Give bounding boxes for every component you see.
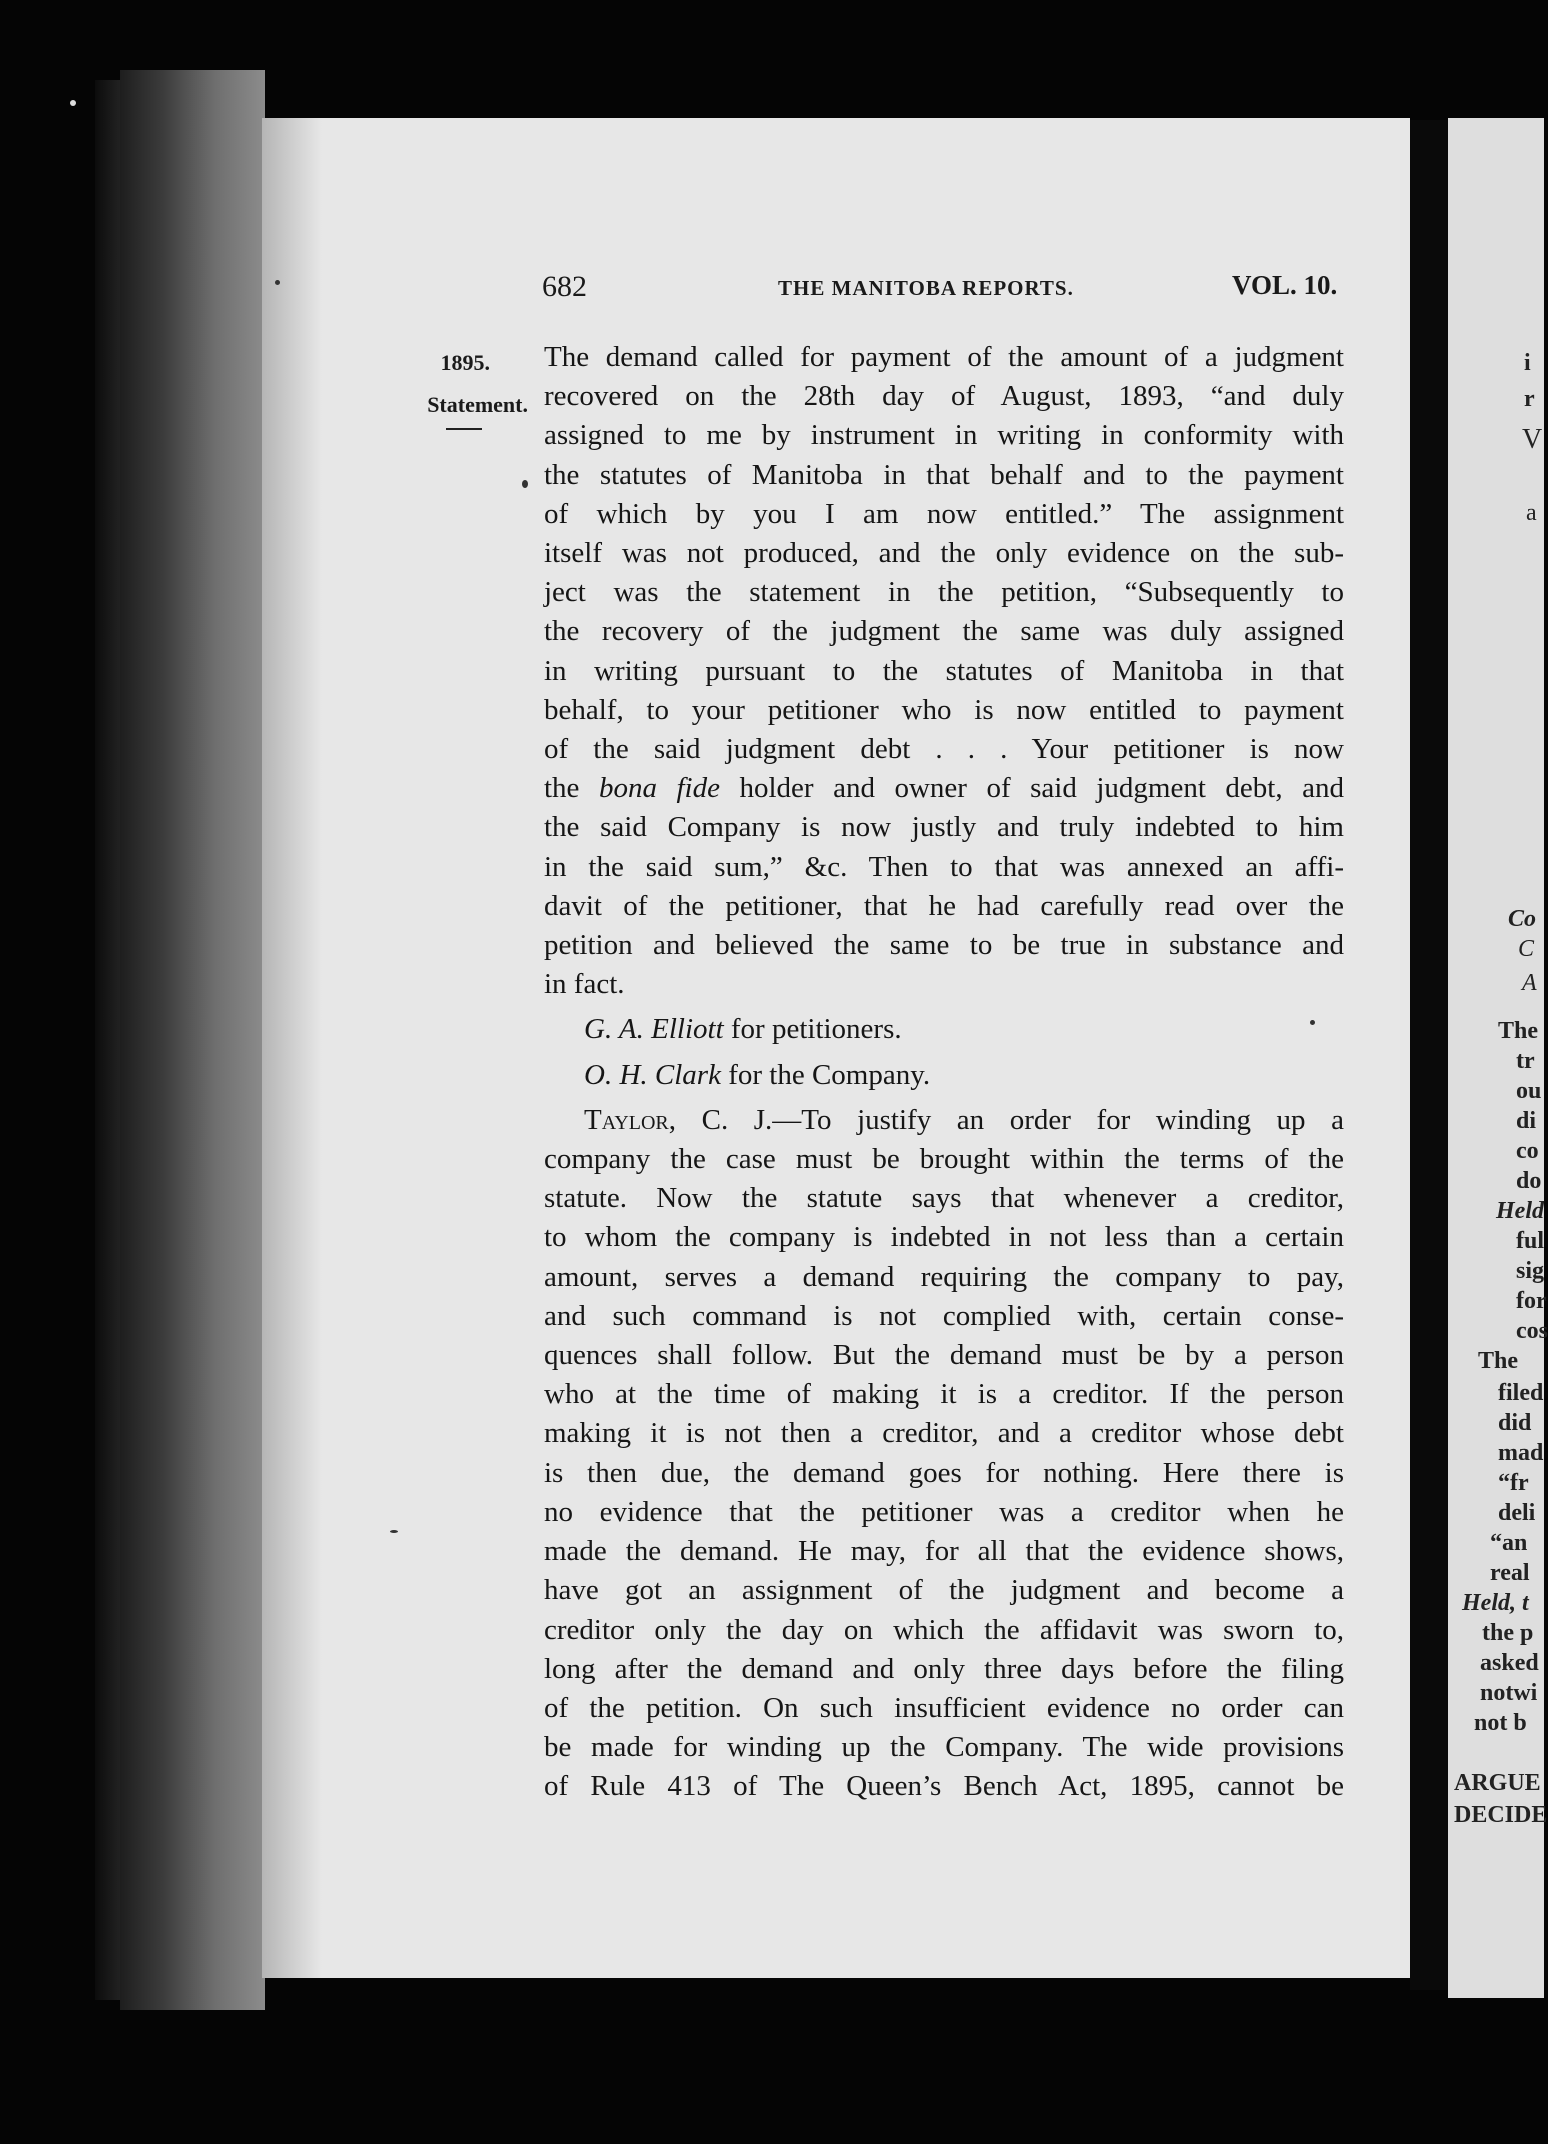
margin-statement: Statement. [427, 392, 528, 417]
rp-fragment: ARGUE [1454, 1770, 1541, 1796]
text-line: be made for winding up the Company. The wide provisions [544, 1731, 1344, 1764]
text-line: O. H. Clark for the Company. [584, 1058, 931, 1091]
text-line: in the said sum,” &c. Then to that was annexed an affi- [544, 850, 1344, 883]
page-shadow [262, 118, 322, 1978]
rp-fragment: Held [1496, 1198, 1544, 1224]
text-line: davit of the petitioner, that he had carefully read over the [544, 889, 1344, 922]
margin-rule [446, 428, 482, 430]
rp-fragment: tr [1516, 1048, 1535, 1074]
text-line: of the said judgment debt . . . Your petitioner is now [544, 733, 1344, 766]
text-line: The demand called for payment of the amount of a judgment [544, 341, 1344, 373]
rp-fragment: for [1516, 1288, 1547, 1314]
text-line: behalf, to your petitioner who is now entitled to payment [544, 693, 1344, 726]
rp-fragment: the p [1482, 1620, 1534, 1646]
rp-fragment: co [1516, 1138, 1539, 1164]
text-line: itself was not produced, and the only evidence on the sub- [544, 537, 1344, 570]
page-number: 682 [542, 270, 587, 303]
text-line: and such command is not complied with, certain conse- [544, 1299, 1344, 1332]
rp-fragment: di [1516, 1108, 1537, 1134]
rp-fragment: A [1522, 970, 1537, 996]
rp-fragment: mad [1498, 1440, 1544, 1466]
text-line: recovered on the 28th day of August, 1893, “and duly [544, 380, 1344, 413]
rp-fragment: C [1518, 936, 1535, 962]
text-line: no evidence that the petitioner was a creditor when he [544, 1495, 1344, 1528]
rp-fragment: i [1524, 350, 1531, 376]
rp-fragment: ou [1516, 1078, 1542, 1104]
rp-fragment: a [1526, 500, 1537, 526]
rp-fragment: “an [1490, 1530, 1528, 1556]
text-line: creditor only the day on which the affidavit was sworn to, [544, 1613, 1344, 1646]
text-line: statute. Now the statute says that whenever a creditor, [544, 1182, 1344, 1215]
rp-fragment: cos [1516, 1318, 1548, 1344]
speck [390, 1530, 398, 1533]
rp-fragment: do [1516, 1168, 1542, 1194]
speck [1310, 1020, 1315, 1025]
text-line: the said Company is now justly and truly indebted to him [544, 811, 1344, 844]
text-line: Taylor, C. J.—To justify an order for winding up a [584, 1103, 1344, 1136]
text-line: the recovery of the judgment the same was duly assigned [544, 615, 1344, 648]
text-line: assigned to me by instrument in writing in conformity with [544, 419, 1344, 452]
rp-fragment: The [1478, 1348, 1519, 1374]
right-page-fragment [1448, 118, 1548, 1998]
rp-fragment: filed [1498, 1380, 1544, 1406]
rp-fragment: DECIDE [1454, 1802, 1548, 1828]
rp-fragment: did [1498, 1410, 1532, 1436]
speck [275, 280, 280, 285]
book-spine [120, 70, 265, 2010]
text-line: amount, serves a demand requiring the company to pay, [544, 1260, 1344, 1293]
rp-fragment: Held, t [1462, 1590, 1529, 1616]
rp-fragment: real [1490, 1560, 1530, 1586]
running-title: THE MANITOBA REPORTS. [778, 276, 1074, 300]
text-line: who at the time of making it is a creditor. If the person [544, 1378, 1344, 1411]
rp-fragment: deli [1498, 1500, 1536, 1526]
text-line: company the case must be brought within the terms of the [544, 1143, 1344, 1176]
margin-year: 1895. [440, 350, 490, 375]
rp-fragment: Co [1508, 906, 1537, 932]
text-line: making it is not then a creditor, and a creditor whose debt [544, 1417, 1344, 1450]
body-text [544, 338, 1344, 1807]
rp-fragment: ful [1516, 1228, 1545, 1254]
rp-fragment: sig [1516, 1258, 1545, 1284]
rp-fragment: “fr [1498, 1470, 1529, 1496]
text-line: made the demand. He may, for all that the evidence shows, [544, 1535, 1344, 1568]
text-line: long after the demand and only three days before the filing [544, 1652, 1344, 1685]
text-line: the bona fide holder and owner of said judgment debt, and [544, 772, 1344, 805]
text-line: in writing pursuant to the statutes of Manitoba in that [544, 654, 1344, 687]
text-line: ject was the statement in the petition, “Subsequently to [544, 576, 1344, 609]
text-line: to whom the company is indebted in not less than a certain [544, 1221, 1344, 1254]
rp-fragment: not b [1474, 1710, 1527, 1736]
volume-label: VOL. 10. [1232, 270, 1338, 300]
text-line: the statutes of Manitoba in that behalf and to the payment [544, 458, 1344, 491]
text-line: quences shall follow. But the demand must be by a person [544, 1339, 1344, 1372]
text-line: have got an assignment of the judgment and become a [544, 1574, 1344, 1607]
text-line: of Rule 413 of The Queen’s Bench Act, 1895, cannot be [544, 1770, 1344, 1803]
rp-fragment: notwi [1480, 1680, 1538, 1706]
speck [70, 100, 76, 106]
book-gutter [1410, 120, 1448, 1990]
rp-fragment: asked [1480, 1650, 1539, 1676]
text-line: petition and believed the same to be true in substance and [544, 929, 1344, 962]
rp-fragment: V [1522, 424, 1543, 455]
speck [522, 480, 528, 488]
rp-fragment: The [1498, 1018, 1539, 1044]
text-line: G. A. Elliott for petitioners. [584, 1013, 902, 1046]
text-line: is then due, the demand goes for nothing. Here there is [544, 1456, 1344, 1489]
rp-fragment: r [1524, 386, 1535, 412]
text-line: of the petition. On such insufficient evidence no order can [544, 1691, 1344, 1724]
text-line: of which by you I am now entitled.” The assignment [544, 497, 1344, 530]
text-line: in fact. [544, 968, 625, 1001]
